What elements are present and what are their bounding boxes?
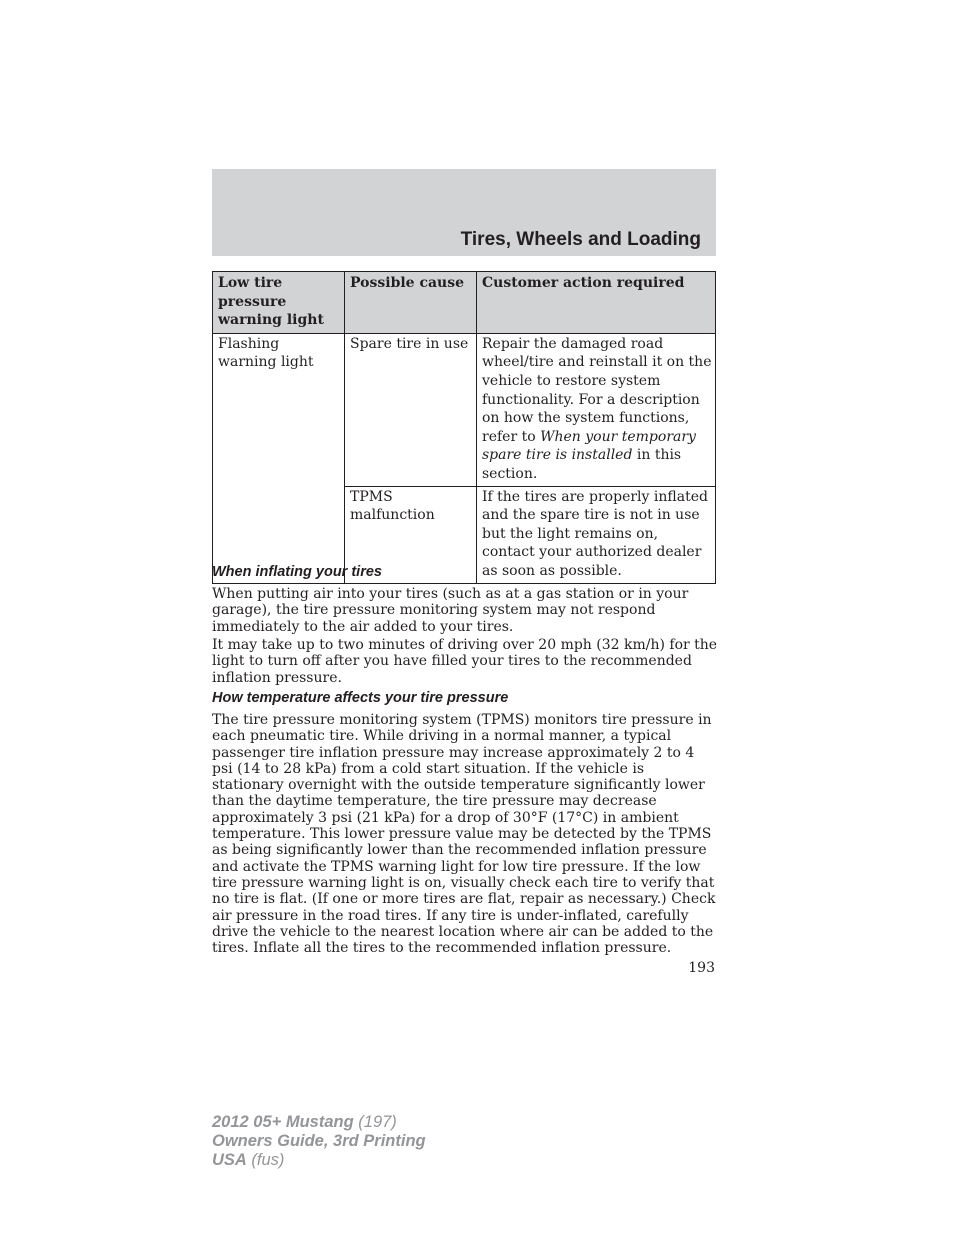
- customer-action-cell: [477, 333, 716, 486]
- possible-cause-cell: Spare tire in use: [345, 333, 477, 486]
- subheading-inflating: When inflating your tires: [212, 564, 382, 580]
- subheading-temperature: How temperature affects your tire pressure: [212, 690, 509, 706]
- footer-region: USA: [212, 1151, 247, 1169]
- column-header-possible-cause: Possible cause: [345, 272, 477, 334]
- paragraph: It may take up to two minutes of driving over 20 mph (32 km/h) for the light to turn off after you have filled your tires to the recommended inflation pressure.: [212, 637, 718, 686]
- section-header-band: [212, 169, 716, 256]
- action-text: in this section.: [482, 447, 682, 482]
- column-header-customer-action: Customer action required: [477, 272, 716, 334]
- customer-action-cell: If the tires are properly inflated and the spare tire is not in use but the light remains on, contact your authorized dealer as soon as possible.: [477, 486, 716, 583]
- table-header-row: [213, 272, 716, 334]
- tpms-warning-table: [212, 271, 716, 584]
- footer-line: Owners Guide, 3rd Printing: [212, 1132, 426, 1150]
- footer-code: (197): [353, 1113, 397, 1131]
- paragraph: When putting air into your tires (such as at a gas station or in your garage), the tire pressure monitoring system may not respond immediately to the air added to your tires.: [212, 586, 689, 635]
- table-row: [213, 333, 716, 486]
- footer-model: 2012 05+ Mustang: [212, 1113, 354, 1131]
- warning-light-cell: Flashing warning light: [213, 333, 345, 583]
- page-number: 193: [688, 960, 715, 976]
- paragraph: The tire pressure monitoring system (TPMS) monitors tire pressure in each pneumatic tire. While driving in a normal manner, a typical passenger tire inflation pressure may increase approximately 2 to 4 psi (14 to 28 kPa) from a cold start situation. If the vehicle is stationary overnight with the outside temperature significantly lower than the daytime temperature, the tire pressure may decrease approximately 3 psi (21 kPa) for a drop of 30°F (17°C) in ambient temperature. This lower pressure value may be detected by the TPMS as being significantly lower than the recommended inflation pressure and activate the TPMS warning light for low tire pressure. If the low tire pressure warning light is on, visually check each tire to verify that no tire is flat. (If one or more tires are flat, repair as necessary.) Check air pressure in the road tires. If any tire is under-inflated, carefully drive the vehicle to the nearest location where air can be added to the tires. Inflate all the tires to the recommended inflation pressure.: [212, 712, 716, 957]
- column-header-warning-light: Low tire pressure warning light: [213, 272, 345, 334]
- action-text: Repair the damaged road wheel/tire and reinstall it on the vehicle to restore system functionality. For a description on how the system functions, refer to: [482, 335, 712, 445]
- footer-line: [212, 1113, 426, 1132]
- cross-reference: When your temporary spare tire is installed: [482, 428, 696, 464]
- possible-cause-cell: TPMS malfunction: [345, 486, 477, 583]
- section-title: Tires, Wheels and Loading: [460, 229, 701, 250]
- footer-code: (fus): [246, 1151, 285, 1169]
- document-footer: [212, 1113, 426, 1170]
- footer-line: [212, 1151, 426, 1170]
